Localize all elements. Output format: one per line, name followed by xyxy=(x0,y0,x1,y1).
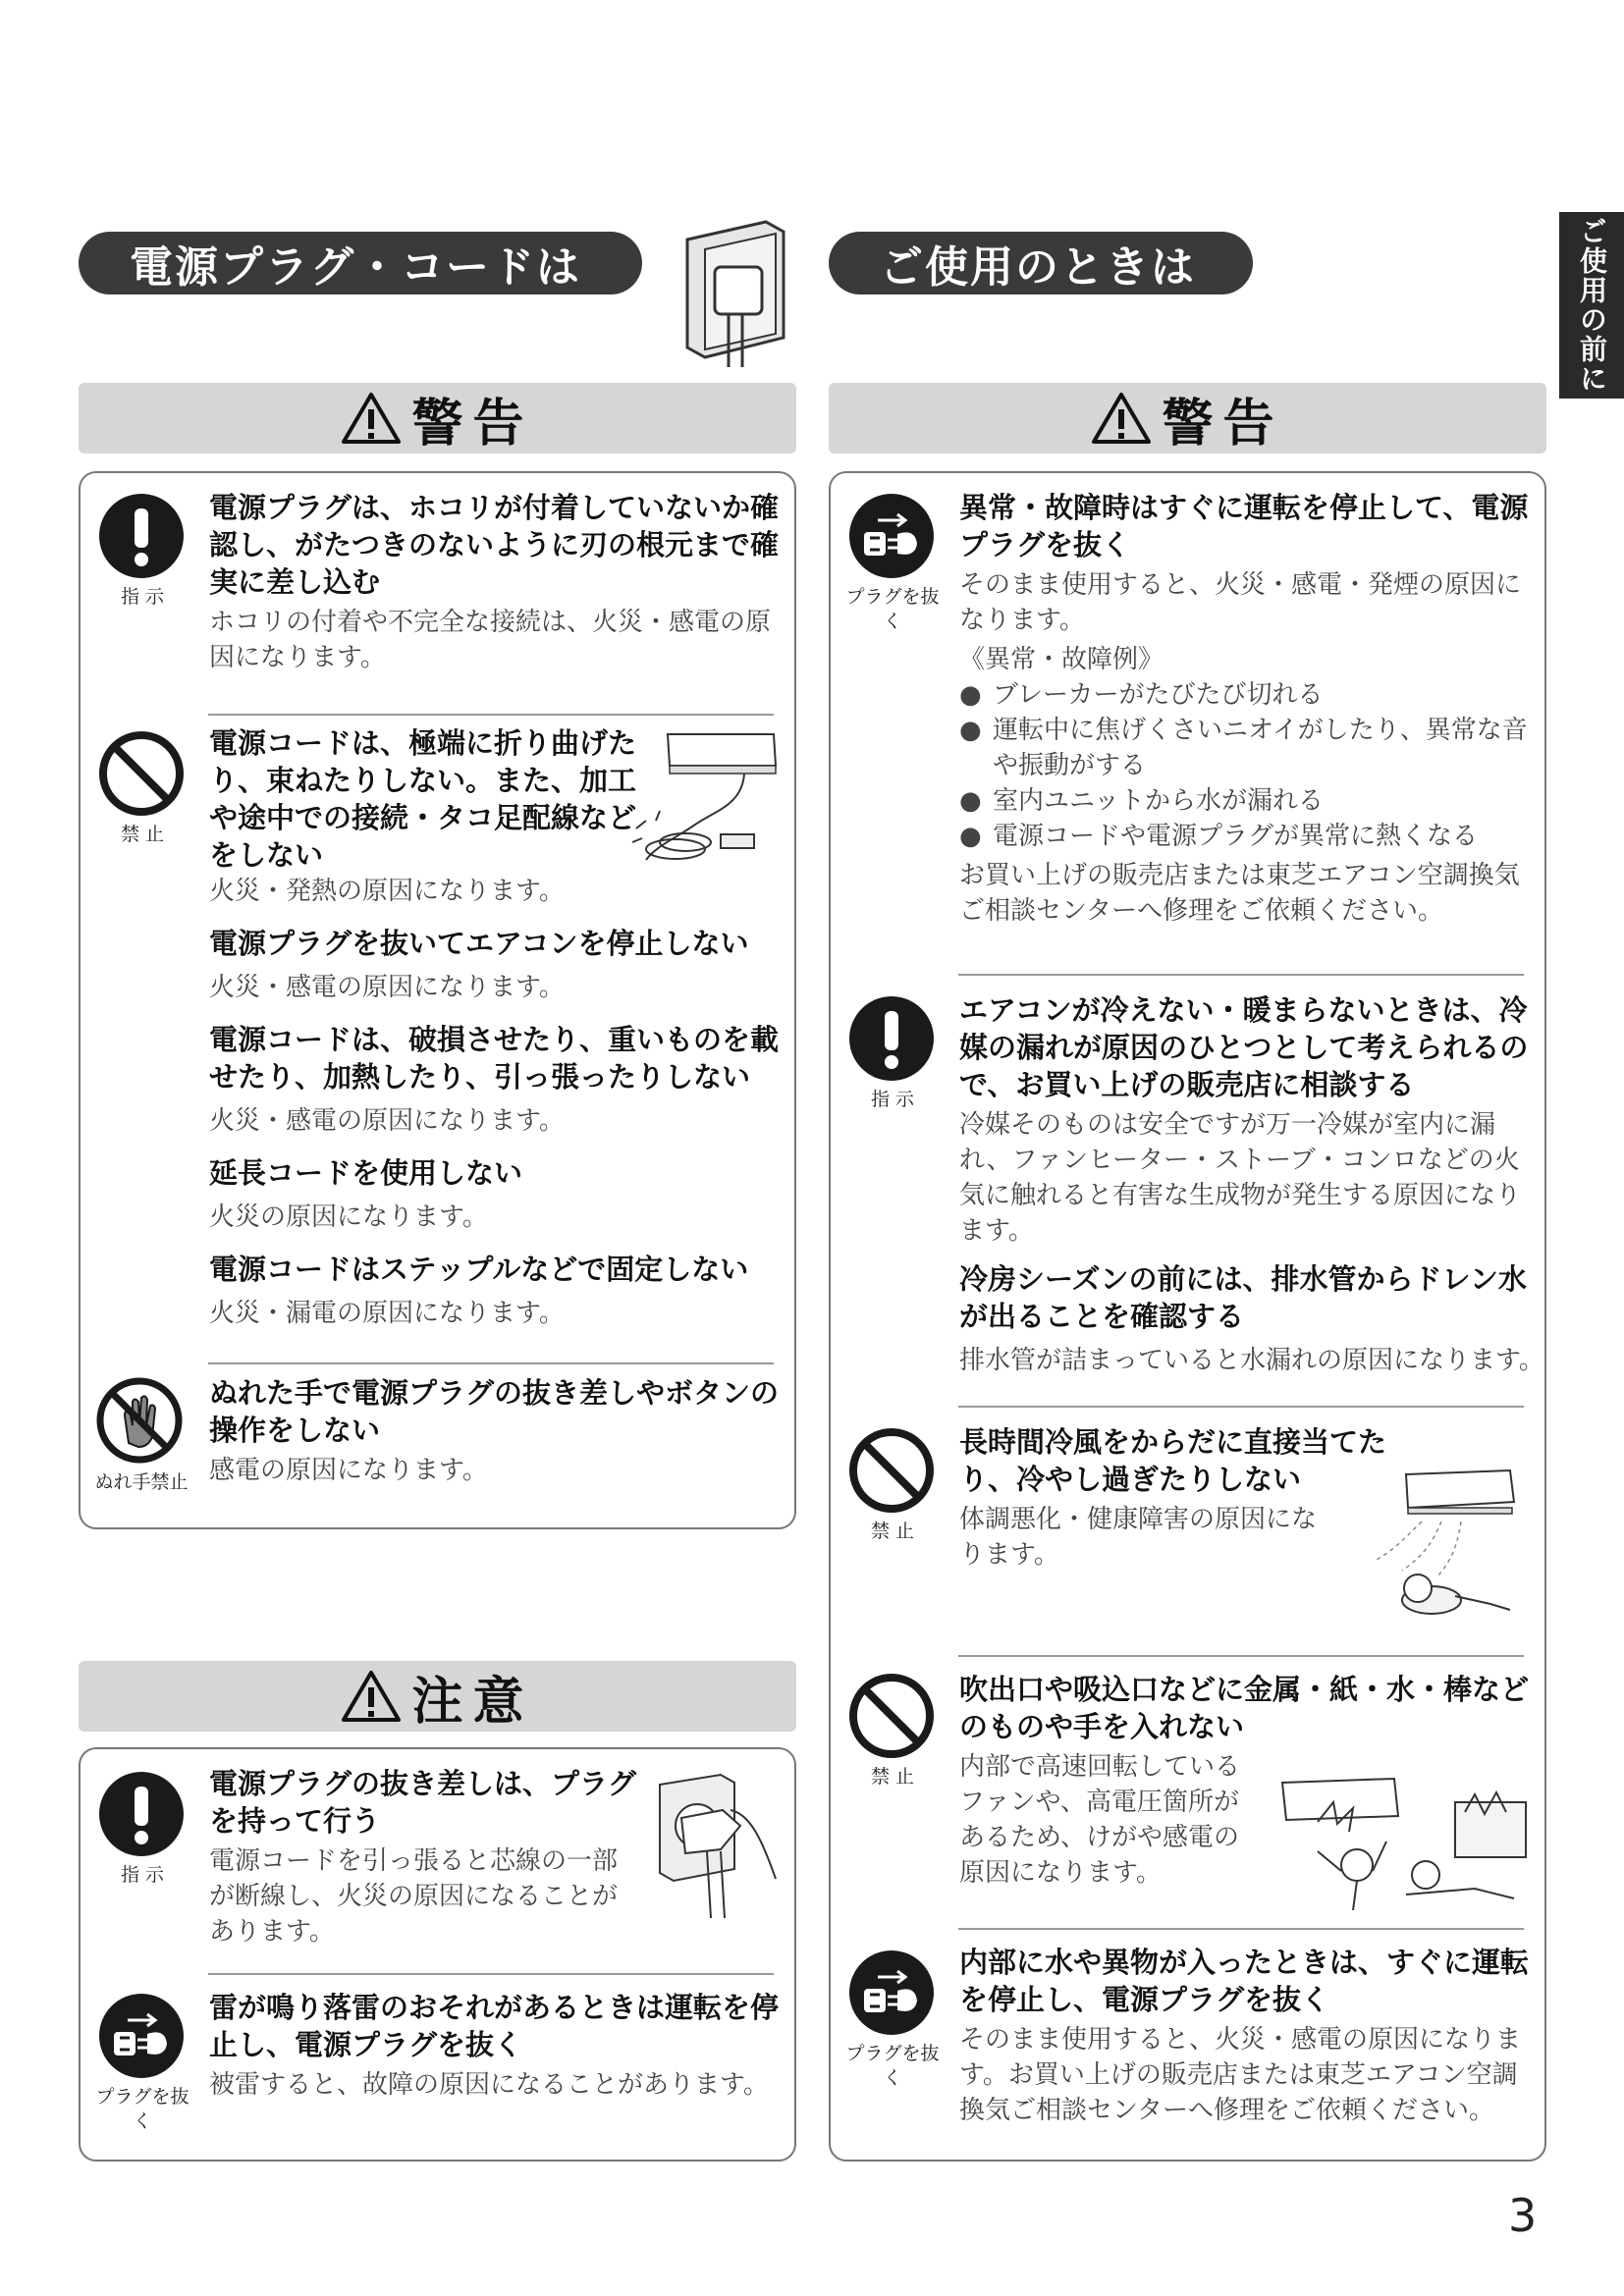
item-body: 火災・発熱の原因になります。 xyxy=(209,877,565,906)
left-section-title: 電源プラグ・コードは xyxy=(79,232,642,294)
item-subheading: 電源コードは、破損させたり、重いものを載せたり、加熱したり、引っ張ったりしない xyxy=(209,1023,780,1094)
item-heading: 電源プラグは、ホコリが付着していないか確認し、がたつきのないように刃の根元まで確実に差し込む xyxy=(209,491,780,599)
icon-caption: 指 示 xyxy=(120,586,165,608)
outlet-illustration xyxy=(677,220,795,381)
warning-triangle-icon xyxy=(341,392,402,445)
item-body: そのまま使用すると、火災・感電・発煙の原因になります。 xyxy=(959,570,1522,635)
divider xyxy=(958,1655,1524,1657)
instruction-icon xyxy=(98,493,185,583)
item-body: 内部で高速回転しているファンや、高電圧箇所があるため、けがや感電の原因になります。 xyxy=(959,1752,1241,1888)
side-tab: ご使用の前に xyxy=(1559,212,1624,399)
item-heading: 吹出口や吸込口などに金属・紙・水・棒などのものや手を入れない xyxy=(959,1673,1530,1743)
item-body: 火災・感電の原因になります。 xyxy=(209,973,565,1002)
caution-triangle-icon xyxy=(341,1670,402,1723)
item-footer: お買い上げの販売店または東芝エアコン空調換気ご相談センターへ修理をご依頼ください。 xyxy=(959,861,1520,926)
item-subheading: 電源プラグを抜いてエアコンを停止しない xyxy=(209,927,749,960)
divider xyxy=(958,1406,1524,1408)
instruction-icon xyxy=(98,1771,185,1861)
instruction-icon xyxy=(848,995,935,1086)
warning-triangle-icon xyxy=(1091,392,1152,445)
page-number: 3 xyxy=(1508,2189,1538,2242)
item-heading: 電源コードは、極端に折り曲げたり、束ねたりしない。また、加工や途中での接続・タコ足配線などをしない xyxy=(209,726,637,872)
item-body: ホコリの付着や不完全な接続は、火災・感電の原因になります。 xyxy=(209,608,772,672)
item-body: 体調悪化・健康障害の原因になります。 xyxy=(959,1505,1318,1570)
item-body: 火災・感電の原因になります。 xyxy=(209,1106,565,1136)
icon-caption: ぬれ手禁止 xyxy=(94,1471,189,1493)
item-heading: 異常・故障時はすぐに運転を停止して、電源プラグを抜く xyxy=(959,491,1529,561)
item-subheading: 電源コードはステップルなどで固定しない xyxy=(209,1253,749,1286)
item-heading: ぬれた手で電源プラグの抜き差しやボタンの操作をしない xyxy=(209,1376,780,1447)
wet-hand-prohibited-icon xyxy=(95,1376,184,1468)
divider xyxy=(208,1362,774,1364)
item-body: 火災の原因になります。 xyxy=(209,1202,488,1232)
item-subheading: 冷房シーズンの前には、排水管からドレン水が出ることを確認する xyxy=(959,1262,1527,1333)
list-item: ● 室内ユニットから水が漏れる xyxy=(959,786,1324,816)
icon-caption: 禁 止 xyxy=(120,824,165,845)
icon-caption: プラグを抜く xyxy=(95,2086,189,2132)
unplug-icon xyxy=(98,1993,185,2083)
item-body: 電源コードを引っ張ると芯線の一部が断線し、火災の原因になることがあります。 xyxy=(209,1846,619,1947)
item-heading: 内部に水や異物が入ったときは、すぐに運転を停止し、電源プラグを抜く xyxy=(959,1946,1530,2016)
cord-bundle-illustration xyxy=(626,726,784,878)
divider xyxy=(958,1928,1524,1930)
icon-caption: 禁 止 xyxy=(870,1521,915,1542)
divider xyxy=(208,1973,774,1975)
icon-caption: プラグを抜く xyxy=(845,2043,940,2089)
left-caution-band: 注意 xyxy=(79,1661,796,1732)
item-body: そのまま使用すると、火災・感電の原因になります。お買い上げの販売店または東芝エアコン空調換気ご相談センターへ修理をご依頼ください。 xyxy=(959,2025,1522,2125)
item-heading: 長時間冷風をからだに直接当てたり、冷やし過ぎたりしない xyxy=(959,1425,1387,1496)
icon-caption: 指 示 xyxy=(120,1864,165,1886)
item-body: 火災・漏電の原因になります。 xyxy=(209,1299,565,1328)
unplug-icon xyxy=(848,1949,935,2040)
prohibited-icon xyxy=(848,1427,935,1518)
list-item: ● 運転中に焦げくさいニオイがしたり、異常な音や振動がする xyxy=(959,716,1528,780)
item-heading: 雷が鳴り落雷のおそれがあるときは運転を停止し、電源プラグを抜く xyxy=(209,1991,780,2061)
list-item: ● ブレーカーがたびたび切れる xyxy=(959,680,1324,710)
hands-in-unit-illustration xyxy=(1278,1773,1534,1914)
icon-caption: プラグを抜く xyxy=(845,586,940,632)
unplug-icon xyxy=(848,493,935,583)
item-subheading: 延長コードを使用しない xyxy=(209,1156,523,1190)
item-body: 感電の原因になります。 xyxy=(209,1456,488,1485)
item-body: 排水管が詰まっていると水漏れの原因になります。 xyxy=(959,1346,1544,1375)
list-title: 《異常・故障例》 xyxy=(959,645,1164,674)
item-body: 被雷すると、故障の原因になることがあります。 xyxy=(209,2070,769,2100)
plug-hand-illustration xyxy=(652,1771,780,1922)
right-section-title: ご使用のときは xyxy=(829,232,1253,294)
left-warning-band: 警告 xyxy=(79,383,796,454)
right-warning-band: 警告 xyxy=(829,383,1546,454)
icon-caption: 指 示 xyxy=(870,1089,915,1110)
item-heading: エアコンが冷えない・暖まらないときは、冷媒の漏れが原因のひとつとして考えられるので、お買い上げの販売店に相談する xyxy=(959,993,1529,1101)
prohibited-icon xyxy=(848,1673,935,1763)
item-body: 冷媒そのものは安全ですが万一冷媒が室内に漏れ、ファンヒーター・ストーブ・コンロなどの火気に触れると有害な生成物が発生する原因になります。 xyxy=(959,1110,1522,1246)
list-item: ● 電源コードや電源プラグが異常に熱くなる xyxy=(959,822,1479,851)
divider xyxy=(208,714,774,716)
cold-air-illustration xyxy=(1363,1463,1530,1633)
divider xyxy=(958,974,1524,976)
prohibited-icon xyxy=(98,730,185,821)
item-heading: 電源プラグの抜き差しは、プラグを持って行う xyxy=(209,1767,637,1838)
icon-caption: 禁 止 xyxy=(870,1766,915,1788)
